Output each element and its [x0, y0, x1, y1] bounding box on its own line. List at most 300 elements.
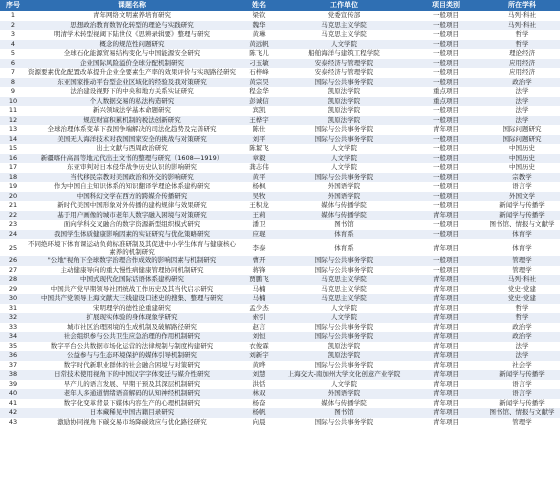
table-row: [0, 418, 560, 428]
cell-category: 青年项目: [408, 239, 484, 256]
cell-title: 思想政治教育数智化转型的理论与实践研究: [26, 21, 238, 31]
table-row: [0, 323, 560, 333]
cell-unit: 马克思主义学院: [280, 30, 408, 40]
cell-name: 程金华: [238, 87, 280, 97]
cell-unit: 外国语学院: [280, 192, 408, 202]
cell-no: 10: [0, 97, 26, 107]
cell-category: 青年项目: [408, 313, 484, 323]
table-row: [0, 59, 560, 69]
cell-no: 25: [0, 239, 26, 256]
cell-category: 一般项目: [408, 173, 484, 183]
cell-title: "公地"视角下全球数字治理合作成效的影响因素与机制研究: [26, 256, 238, 266]
table-row: [0, 11, 560, 21]
cell-category: 重点项目: [408, 87, 484, 97]
cell-category: 一般项目: [408, 163, 484, 173]
cell-title: 老年人多通道情绪语音解码的认知神经机制研究: [26, 389, 238, 399]
cell-no: 17: [0, 163, 26, 173]
cell-category: 青年项目: [408, 380, 484, 390]
cell-discipline: 图书馆、情报与文献学: [484, 408, 560, 418]
cell-category: 青年项目: [408, 399, 484, 409]
cell-no: 16: [0, 154, 26, 164]
table-row: [0, 154, 560, 164]
table-row: [0, 201, 560, 211]
cell-unit: 马克思主义学院: [280, 294, 408, 304]
cell-no: 43: [0, 418, 26, 428]
table-row: [0, 285, 560, 295]
table-row: [0, 97, 560, 107]
cell-no: 22: [0, 211, 26, 221]
cell-discipline: 党史·党建: [484, 294, 560, 304]
cell-discipline: 马列·科社: [484, 11, 560, 21]
cell-category: 一般项目: [408, 201, 484, 211]
header-category: 项目类别: [408, 0, 484, 11]
cell-unit: 国际与公共事务学院: [280, 135, 408, 145]
table-row: [0, 266, 560, 276]
cell-name: 陈絜飞: [238, 144, 280, 154]
cell-category: 一般项目: [408, 135, 484, 145]
cell-no: 42: [0, 408, 26, 418]
cell-category: 一般项目: [408, 106, 484, 116]
cell-unit: 国际与公共事务学院: [280, 256, 408, 266]
cell-title: 中国共产党领导上海文献大三线建设口述史的搜集、整理与研究: [26, 294, 238, 304]
cell-category: 青年项目: [408, 342, 484, 352]
cell-title: 概念的规范性问题研究: [26, 40, 238, 50]
cell-discipline: 新闻学与传播学: [484, 399, 560, 409]
cell-name: 杨枫: [238, 182, 280, 192]
cell-title: 企业国际风险溢价全球分配机制研究: [26, 59, 238, 69]
cell-unit: 上海交大-南加州大学文化创意产业学院: [280, 370, 408, 380]
cell-unit: 人文学院: [280, 380, 408, 390]
cell-name: 林双: [238, 389, 280, 399]
cell-discipline: 中国历史: [484, 144, 560, 154]
cell-category: 一般项目: [408, 21, 484, 31]
cell-no: 33: [0, 323, 26, 333]
cell-no: 29: [0, 285, 26, 295]
cell-unit: 人文学院: [280, 144, 408, 154]
table-row: [0, 220, 560, 230]
cell-title: 当代移民宗教对美国政治和外交的影响研究: [26, 173, 238, 183]
cell-unit: 媒体与传播学院: [280, 201, 408, 211]
cell-name: 马楠: [238, 285, 280, 295]
cell-title: 数字化变革背景下媒体内容生产的心理机制研究: [26, 399, 238, 409]
cell-unit: 凯原法学院: [280, 87, 408, 97]
cell-discipline: 语言学: [484, 389, 560, 399]
cell-no: 6: [0, 59, 26, 69]
cell-unit: 国际与公共事务学院: [280, 78, 408, 88]
cell-unit: 国际与公共事务学院: [280, 332, 408, 342]
cell-unit: 媒体与传播学院: [280, 211, 408, 221]
cell-name: 石梓峰: [238, 68, 280, 78]
cell-unit: 图书馆: [280, 220, 408, 230]
cell-category: 一般项目: [408, 144, 484, 154]
cell-title: 新时代美国中国形象对外传播的建构规律与效果研究: [26, 201, 238, 211]
cell-discipline: 马列·科社: [484, 21, 560, 31]
table-body: [0, 11, 560, 427]
table-row: [0, 342, 560, 352]
table-row: [0, 389, 560, 399]
cell-title: 日常技术使用视角下的中国汉字字体变迁与媒介性研究: [26, 370, 238, 380]
cell-discipline: 政治学: [484, 78, 560, 88]
cell-name: 黄晔: [238, 361, 280, 371]
cell-name: 章毅: [238, 154, 280, 164]
cell-unit: 人文学院: [280, 313, 408, 323]
cell-title: 新疆喀什高昌等地元代出土文书的整理与研究（1608—1919）: [26, 154, 238, 164]
cell-unit: 马克思主义学院: [280, 21, 408, 31]
cell-no: 36: [0, 351, 26, 361]
cell-no: 14: [0, 135, 26, 145]
cell-title: 城市社区治理困境的生成机制及破解路径研究: [26, 323, 238, 333]
cell-no: 35: [0, 342, 26, 352]
cell-title: 早产儿的语言发展、早期干预及其深层机制研究: [26, 380, 238, 390]
cell-category: 青年项目: [408, 389, 484, 399]
cell-no: 20: [0, 192, 26, 202]
table-row: [0, 173, 560, 183]
cell-title: 规范财富积累机制的税法创新研究: [26, 116, 238, 126]
cell-title: 中国共产党早期领导社团统战工作历史及其当代启示研究: [26, 285, 238, 295]
cell-category: 青年项目: [408, 323, 484, 333]
cell-title: 法治建设视野下的中央和地方关系实证研究: [26, 87, 238, 97]
cell-no: 19: [0, 182, 26, 192]
cell-category: 青年项目: [408, 275, 484, 285]
cell-title: 中国式现代化国际话语体系建构研究: [26, 275, 238, 285]
cell-no: 12: [0, 116, 26, 126]
cell-unit: 国际与公共事务学院: [280, 125, 408, 135]
cell-category: 一般项目: [408, 11, 484, 21]
cell-title: 新兴领域法学基本命题研究: [26, 106, 238, 116]
cell-category: 青年项目: [408, 418, 484, 428]
table-row: [0, 313, 560, 323]
cell-category: 一般项目: [408, 154, 484, 164]
table-row: [0, 192, 560, 202]
table-row: [0, 256, 560, 266]
cell-title: 面向学科交叉融合的数字资源新型组织模式研究: [26, 220, 238, 230]
cell-unit: 人文学院: [280, 163, 408, 173]
cell-unit: 国际与公共事务学院: [280, 266, 408, 276]
cell-discipline: 体育学: [484, 230, 560, 240]
table-row: [0, 21, 560, 31]
cell-name: 贾鹏飞: [238, 275, 280, 285]
cell-name: 李泰: [238, 239, 280, 256]
cell-discipline: 法学: [484, 97, 560, 107]
table-row: [0, 87, 560, 97]
cell-discipline: 法学: [484, 342, 560, 352]
cell-discipline: 语言学: [484, 380, 560, 390]
table-row: [0, 40, 560, 50]
cell-title: 宋明理学的德性论重建研究: [26, 304, 238, 314]
cell-name: 刘慧: [238, 370, 280, 380]
cell-no: 2: [0, 21, 26, 31]
cell-unit: 凯原法学院: [280, 97, 408, 107]
cell-category: 重点项目: [408, 97, 484, 107]
cell-title: 作为中国自主知识体系的知识翻译学理论体系建构研究: [26, 182, 238, 192]
cell-discipline: 应用经济: [484, 59, 560, 69]
table-row: [0, 361, 560, 371]
table-row: [0, 78, 560, 88]
cell-unit: 人文学院: [280, 154, 408, 164]
cell-no: 11: [0, 106, 26, 116]
table-row: [0, 135, 560, 145]
table-row: [0, 304, 560, 314]
cell-discipline: 哲学: [484, 304, 560, 314]
cell-name: 陈飞儿: [238, 49, 280, 59]
cell-category: 青年项目: [408, 211, 484, 221]
cell-title: 全球治理体系变革下我国争端解决的司法化趋势及完善研究: [26, 125, 238, 135]
cell-name: 梁钦: [238, 11, 280, 21]
cell-title: 主动健康导向的重大慢性病健康管理协同机制研究: [26, 266, 238, 276]
cell-no: 9: [0, 87, 26, 97]
cell-name: 蒋锋: [238, 266, 280, 276]
cell-unit: 凯原法学院: [280, 116, 408, 126]
cell-discipline: 新闻学与传播学: [484, 370, 560, 380]
cell-title: 东亚国家推动平台型企业区域化的经验及我对策研究: [26, 78, 238, 88]
cell-title: 不同绝环境下体育课运动负荷标准研制及其促进中小学生体育与健康核心素养的机制研究: [28, 239, 236, 256]
cell-title: 社会组织参与公共卫生应急治理的作用机制研究: [26, 332, 238, 342]
cell-unit: 图书馆: [280, 408, 408, 418]
table-row: [0, 68, 560, 78]
cell-no: 39: [0, 380, 26, 390]
cell-category: 一般项目: [408, 68, 484, 78]
cell-discipline: 图书馆、情报与文献学: [484, 220, 560, 230]
cell-discipline: 中国历史: [484, 163, 560, 173]
cell-category: 一般项目: [408, 182, 484, 192]
cell-unit: 马克思主义学院: [280, 275, 408, 285]
cell-category: 青年项目: [408, 361, 484, 371]
cell-no: 5: [0, 49, 26, 59]
cell-name: 向晨: [238, 418, 280, 428]
cell-unit: 体育系: [280, 230, 408, 240]
cell-name: 杨奋: [238, 399, 280, 409]
cell-no: 24: [0, 230, 26, 240]
cell-title: 扩展现实体验的身体现象学研究: [26, 313, 238, 323]
cell-name: 马楠: [238, 294, 280, 304]
cell-no: 27: [0, 266, 26, 276]
table-row: [0, 211, 560, 221]
cell-category: 青年项目: [408, 332, 484, 342]
header-discipline: 所在学科: [484, 0, 560, 11]
cell-unit: 凯原法学院: [280, 342, 408, 352]
cell-unit: 外国语学院: [280, 182, 408, 192]
cell-name: 孟少杰: [238, 304, 280, 314]
cell-category: 一般项目: [408, 256, 484, 266]
table-row: [0, 408, 560, 418]
cell-discipline: 马列·科社: [484, 275, 560, 285]
cell-name: 潘卫: [238, 220, 280, 230]
cell-category: 青年项目: [408, 304, 484, 314]
cell-category: 一般项目: [408, 40, 484, 50]
table-row: [0, 294, 560, 304]
cell-name: 刘新宇: [238, 351, 280, 361]
cell-discipline: 管理学: [484, 418, 560, 428]
cell-name: 刁玉敏: [238, 59, 280, 69]
table-row: [0, 275, 560, 285]
cell-no: 26: [0, 256, 26, 266]
cell-name: 王积龙: [238, 201, 280, 211]
cell-name: 王莉: [238, 211, 280, 221]
cell-discipline: 法学: [484, 116, 560, 126]
cell-category: 青年项目: [408, 408, 484, 418]
cell-category: 一般项目: [408, 230, 484, 240]
cell-no: 8: [0, 78, 26, 88]
cell-title: 美国无人海洋技术对我国国家安全的挑战与对策研究: [26, 135, 238, 145]
cell-category: 青年项目: [408, 370, 484, 380]
table-row: [0, 351, 560, 361]
header-unit: 工作单位: [280, 0, 408, 11]
cell-discipline: 外国文学: [484, 192, 560, 202]
cell-discipline: 哲学: [484, 40, 560, 50]
cell-discipline: 法学: [484, 351, 560, 361]
cell-name: 龚志伟: [238, 163, 280, 173]
cell-name: 曹开: [238, 256, 280, 266]
cell-title: 青年网络文明素养培育研究: [26, 11, 238, 21]
cell-no: 4: [0, 40, 26, 50]
cell-unit: 船舶海洋与建筑工程学院: [280, 49, 408, 59]
cell-category: 青年项目: [408, 351, 484, 361]
cell-discipline: 管理学: [484, 256, 560, 266]
cell-no: 3: [0, 30, 26, 40]
cell-name: 赵言: [238, 323, 280, 333]
cell-name: 索引: [238, 313, 280, 323]
cell-title: 东亚审判对日本侵华战争历史认识的影响研究: [26, 163, 238, 173]
cell-name: 衣俊霖: [238, 342, 280, 352]
cell-title: 个人数据交易的私法构造研究: [26, 97, 238, 107]
cell-name: 宾凯: [238, 106, 280, 116]
cell-no: 13: [0, 125, 26, 135]
cell-discipline: 宗教学: [484, 173, 560, 183]
table-row: [0, 230, 560, 240]
cell-unit: 人文学院: [280, 304, 408, 314]
cell-discipline: 政治学: [484, 332, 560, 342]
cell-no: 15: [0, 144, 26, 154]
cell-no: 31: [0, 304, 26, 314]
cell-title: 数字时代新职业群体的社会融合困境与对策研究: [26, 361, 238, 371]
cell-discipline: 政治学: [484, 323, 560, 333]
cell-category: 青年项目: [408, 125, 484, 135]
cell-discipline: 中国历史: [484, 154, 560, 164]
cell-name: 黄平: [238, 173, 280, 183]
table-row: [0, 370, 560, 380]
cell-unit: 安泰经济与管理学院: [280, 68, 408, 78]
cell-unit: 外国语学院: [280, 389, 408, 399]
cell-discipline: 国际问题研究: [484, 125, 560, 135]
table-row: [0, 332, 560, 342]
cell-discipline: 体育学: [484, 239, 560, 256]
cell-title: 基于用户画像的城市老年人数字融入困境与对策研究: [26, 211, 238, 221]
cell-unit: 国际与公共事务学院: [280, 323, 408, 333]
cell-discipline: 语言学: [484, 182, 560, 192]
table-row: [0, 399, 560, 409]
cell-discipline: 国际问题研究: [484, 135, 560, 145]
cell-discipline: 社会学: [484, 361, 560, 371]
cell-title: 日本藏稀见中国古籍目录研究: [26, 408, 238, 418]
cell-category: 青年项目: [408, 285, 484, 295]
header-name: 姓名: [238, 0, 280, 11]
table-row: [0, 116, 560, 126]
cell-unit: 凯原法学院: [280, 351, 408, 361]
header-title: 课题名称: [26, 0, 238, 11]
cell-discipline: 哲学: [484, 30, 560, 40]
cell-name: 黄琳: [238, 30, 280, 40]
table-row: [0, 49, 560, 59]
cell-no: 7: [0, 68, 26, 78]
cell-name: 刘恒: [238, 332, 280, 342]
cell-discipline: 管理学: [484, 266, 560, 276]
cell-no: 28: [0, 275, 26, 285]
cell-unit: 国际与公共事务学院: [280, 173, 408, 183]
cell-category: 一般项目: [408, 220, 484, 230]
cell-no: 41: [0, 399, 26, 409]
cell-name: 应琨: [238, 230, 280, 240]
cell-title: 出土文献与西周政治研究: [26, 144, 238, 154]
cell-title: 公益参与与生态环境保护的媒体引导机制研究: [26, 351, 238, 361]
cell-name: 魏华: [238, 21, 280, 31]
cell-unit: 党委宣传部: [280, 11, 408, 21]
table-row: [0, 106, 560, 116]
cell-discipline: 哲学: [484, 313, 560, 323]
cell-title: 我国学生体质健康影响因素的实证研究与优化策略研究: [26, 230, 238, 240]
cell-category: 一般项目: [408, 192, 484, 202]
cell-no: 32: [0, 313, 26, 323]
cell-category: 一般项目: [408, 116, 484, 126]
cell-name: 杨帆: [238, 408, 280, 418]
cell-no: 34: [0, 332, 26, 342]
cell-category: 一般项目: [408, 30, 484, 40]
cell-discipline: 法学: [484, 87, 560, 97]
cell-name: 洪恬: [238, 380, 280, 390]
header-no: 序号: [0, 0, 26, 11]
header-row: [0, 0, 560, 11]
cell-discipline: 新闻学与传播学: [484, 201, 560, 211]
cell-unit: 安泰经济与管理学院: [280, 59, 408, 69]
cell-category: 一般项目: [408, 49, 484, 59]
cell-discipline: 应用经济: [484, 68, 560, 78]
cell-no: 40: [0, 389, 26, 399]
cell-discipline: 理论经济: [484, 49, 560, 59]
cell-name: 黄远帆: [238, 40, 280, 50]
table-row: [0, 380, 560, 390]
cell-title: 资源要素优化配置改革提升企业全要素生产率的效果评价与实现路径研究: [28, 68, 236, 76]
cell-unit: 媒体与传播学院: [280, 399, 408, 409]
cell-no: 37: [0, 361, 26, 371]
cell-no: 23: [0, 220, 26, 230]
cell-unit: 人文学院: [280, 40, 408, 50]
table-row: [0, 182, 560, 192]
cell-category: 一般项目: [408, 78, 484, 88]
cell-name: 陈仕: [238, 125, 280, 135]
cell-no: 38: [0, 370, 26, 380]
cell-title: 中国科幻文学在西方的跨媒介传播研究: [26, 192, 238, 202]
cell-name: 王桦宇: [238, 116, 280, 126]
cell-category: 一般项目: [408, 59, 484, 69]
cell-unit: 凯原法学院: [280, 106, 408, 116]
table-row: [0, 30, 560, 40]
cell-category: 一般项目: [408, 266, 484, 276]
cell-name: 刘平: [238, 135, 280, 145]
cell-no: 1: [0, 11, 26, 21]
cell-unit: 国际与公共事务学院: [280, 361, 408, 371]
cell-title: 激励协同视角下碳交易市场降碳效应与优化路径研究: [26, 418, 238, 428]
cell-no: 30: [0, 294, 26, 304]
cell-unit: 马克思主义学院: [280, 285, 408, 295]
cell-unit: 体育系: [280, 239, 408, 256]
table-row: [0, 144, 560, 154]
cell-no: 21: [0, 201, 26, 211]
cell-name: 彭诚信: [238, 97, 280, 107]
cell-category: 青年项目: [408, 294, 484, 304]
cell-title: 全球石化能源贸易结构变化与中国能源安全研究: [26, 49, 238, 59]
cell-title: 数字平台公共数据市场化运营的法律规制与制度构建研究: [26, 342, 238, 352]
cell-discipline: 新闻学与传播学: [484, 211, 560, 221]
cell-discipline: 法学: [484, 106, 560, 116]
